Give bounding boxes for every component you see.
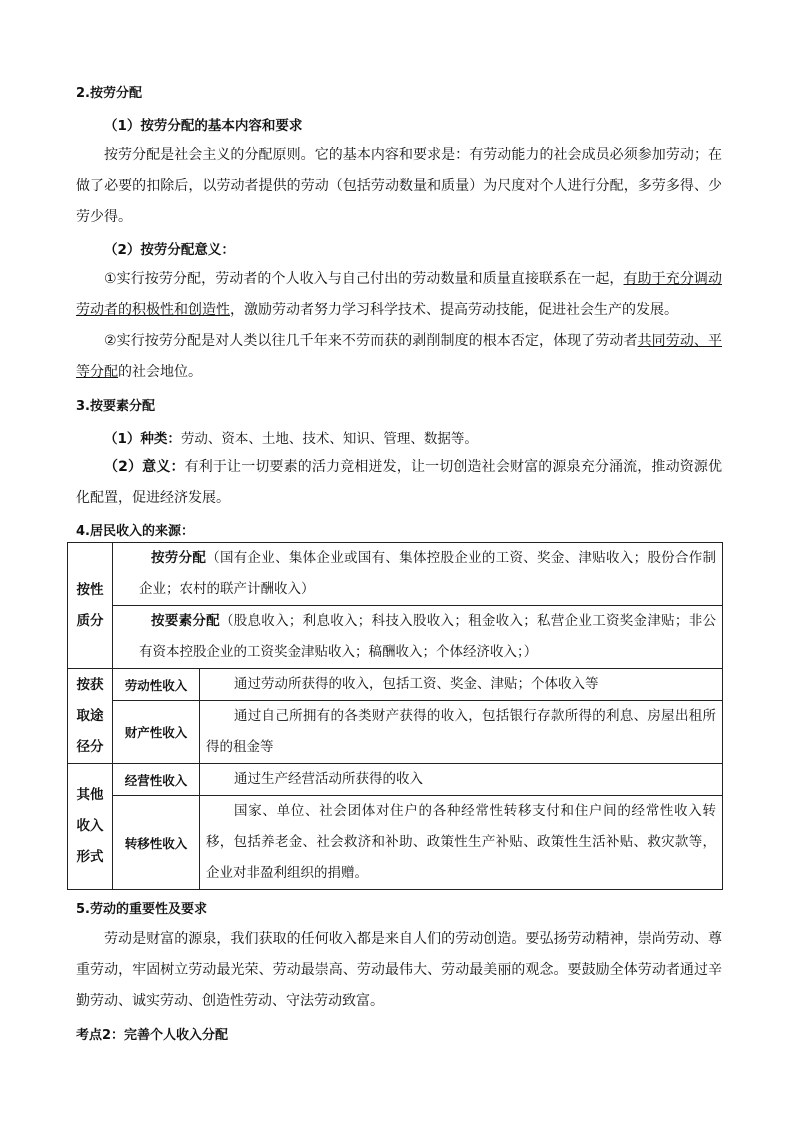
subheading-basic-content: （1）按劳分配的基本内容和要求 (104, 118, 303, 134)
subheading-significance: （2）按劳分配意义： (104, 242, 235, 258)
paragraph-significance-1 (76, 264, 722, 326)
cell-transfer-income: 国家、单位、社会团体对住户的各种经常性转移支付和住户间的经常性收入转移，包括养老金、社会救济和补助、政策性生产补贴、政策性生活补贴、救灾款等，企业对非盈利组织的捐赠。 (200, 796, 723, 890)
section-heading-2: 2.按劳分配 (76, 86, 142, 101)
category-other (68, 764, 113, 890)
table-row (68, 543, 723, 606)
factor-types (104, 427, 478, 447)
table-row (68, 796, 723, 890)
income-sources-table (67, 542, 723, 890)
cell-text: （国有企业、集体企业或国有、集体控股企业的工资、奖金、津贴收入；股份合作制企业；农村的联产计酬收入） (139, 550, 717, 597)
underlined-text: 有助于充分调动劳动者的积极性和创造性 (76, 271, 722, 318)
paragraph-labor-importance: 劳动是财富的源泉，我们获取的任何收入都是来自人们的劳动创造。要弘扬劳动精神，崇尚劳动、尊重劳动，牢固树立劳动最光荣、劳动最崇高、劳动最伟大、劳动最美丽的观念。要鼓励全体劳动者通过辛勤劳动、诚实劳动、创造性劳动、守法劳动致富。 (76, 931, 722, 1009)
term: 按要素分配 (151, 613, 220, 629)
paragraph-significance-2 (76, 326, 722, 388)
item-label: （1）种类： (104, 431, 181, 447)
table-row (68, 701, 723, 764)
cell-text: （股息收入；利息收入；科技入股收入；租金收入；私营企业工资奖金津贴；非公有资本控股企业的工资奖金津贴收入；稿酬收入；个体经济收入；） (139, 613, 716, 660)
text-segment: ，激励劳动者努力学习科学技术、提高劳动技能，促进社会生产的发展。 (230, 302, 678, 318)
text-segment: 的社会地位。 (118, 364, 202, 380)
key-point-heading: 考点2：完善个人收入分配 (76, 1028, 229, 1043)
cell-operating-income: 通过生产经营活动所获得的收入 (200, 764, 723, 796)
section-heading-5: 5.劳动的重要性及要求 (76, 902, 207, 917)
table-row (68, 669, 723, 701)
item-text: 劳动、资本、土地、技术、知识、管理、数据等。 (180, 431, 478, 447)
underlined-text: 共同劳动、平等分配 (76, 333, 722, 380)
text-segment: ②实行按劳分配是对人类以往几千年来不劳而获的剥削制度的根本否定，体现了劳动者 (104, 333, 638, 349)
category-by-channel (68, 669, 113, 764)
item-text: 有利于让一切要素的活力竞相迸发，让一切创造社会财富的源泉充分涌流，推动资源优化配置，促进经济发展。 (76, 459, 723, 506)
factor-significance (76, 452, 722, 514)
cell-labor-distribution (113, 543, 723, 606)
label-transfer-income: 转移性收入 (113, 796, 200, 890)
term: 按劳分配 (151, 550, 207, 566)
category-by-nature (68, 543, 113, 669)
table-row (68, 606, 723, 669)
label-labor-income: 劳动性收入 (113, 669, 200, 701)
cell-property-income: 通过自己所拥有的各类财产获得的收入，包括银行存款所得的利息、房屋出租所得的租金等 (200, 701, 723, 764)
label-property-income: 财产性收入 (113, 701, 200, 764)
cell-factor-distribution (113, 606, 723, 669)
section-heading-4: 4.居民收入的来源： (76, 524, 194, 539)
paragraph-labor-distribution: 按劳分配是社会主义的分配原则。它的基本内容和要求是：有劳动能力的社会成员必须参加劳动；在做了必要的扣除后，以劳动者提供的劳动（包括劳动数量和质量）为尺度对个人进行分配，多劳多得、少劳少得。 (76, 147, 722, 225)
cell-labor-income: 通过劳动所获得的收入，包括工资、奖金、津贴；个体收入等 (200, 669, 723, 701)
category-label: 按获取途径分 (76, 676, 104, 755)
text-segment: ①实行按劳分配，劳动者的个人收入与自己付出的劳动数量和质量直接联系在一起， (104, 271, 624, 287)
category-label: 按性质分 (76, 581, 104, 629)
section-heading-3: 3.按要素分配 (76, 399, 155, 414)
category-label: 其他收入形式 (76, 787, 104, 865)
item-label: （2）意义： (104, 459, 185, 475)
table-row (68, 764, 723, 796)
label-operating-income: 经营性收入 (113, 764, 200, 796)
